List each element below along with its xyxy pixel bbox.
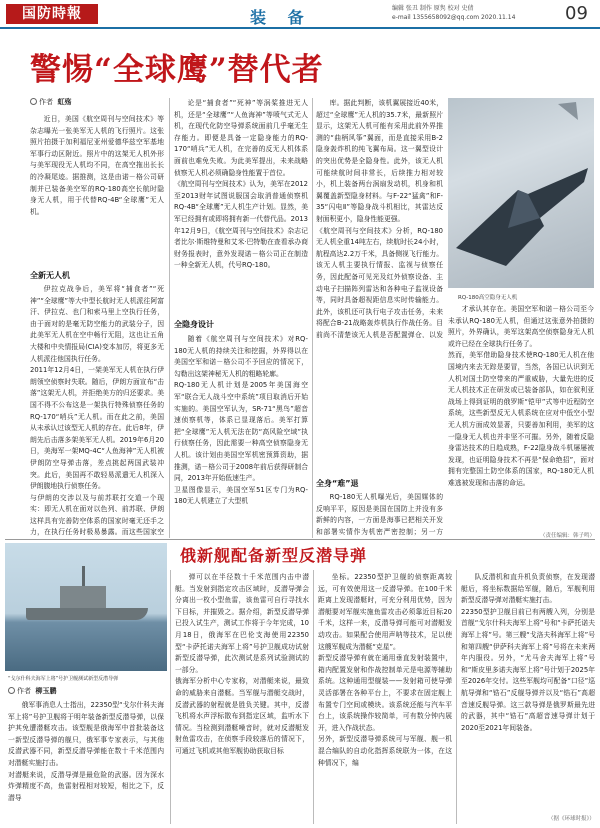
column-divider xyxy=(456,570,457,824)
drone-photo xyxy=(448,98,594,288)
article1-col4: 才承认其存在。美国空军和诺－格公司至今未承认RQ-180无人机，但通过这张意外拍摄的照片，外界确认，美军这架高空侦察隐身无人机或许已经在全球执行任务了。 然而，美军借助隐身技术使RQ-180无人机在他国境内来去无踪是要冒，当然，各国已认识到无人机对国土防空带来的严重威胁，大量先进的反无人机技术正在研发或已装备部队，如在叙利亚战场上得到证明的俄罗斯“铠甲”式等中近程防空系统，这些新型反无人机系统在应对中低空小型无人机方面成效显著，只要善加利用，美军的这一隐身无人机也并非坚不可摧。另外，随着反隐身雷达技术的日趋成熟，F-22隐身战斗机屡屡被发现，也证明隐身技术不再是“保命绝招”，面对拥有完整国土防空体系的国家，RQ-180无人机难逃被发现和击落的命运。 xyxy=(448,305,594,487)
byline-name: 虹殇 xyxy=(57,98,72,106)
article2-col2: 弹可以在半径数十千米范围内击中潜艇。当发射到指定攻击区域时，反潜导弹会分离出一枚小型鱼雷，该鱼雷可自行寻找水下目标，并摧毁之。据介绍，新型反潜导弹已投入试生产，测试工作将于今年完成，10月18日，俄海军在巴伦支海使用22350型“卡萨托诺夫海军上将”号护卫舰成功试射新型反潜导弹，此次测试是系列试验测试的一部分。 俄海军分析中心专家称，对潜艇来说，最致命的威胁来自潜艇。当军舰与潜艇交战时，反潜武器的射程就是胜负关键。其中，反潜飞机将水声浮标散布到指定区域，监听水下情况。当检测到潜艇噪音时，就对反潜艇发射鱼雷攻击，在侦察手段较落后的情况下，可通过飞机或其他军舰协助获取目标 xyxy=(175,573,309,755)
article1-byline xyxy=(30,97,71,107)
article1-col3: 库。据此判断，该机翼展接近40米，超过“全球鹰”无人机的35.7米，最新照片显示，这架无人机可能有采用此前外界推测的“曲柄风筝”翼面，而是直接采用B-2隐身轰炸机的纯飞翼布局。这一翼型设计的突出优势是全隐身性。此外，该无人机可能续航时间非常长，后续推力相对较小，机上装备两台涡扇发动机，机身和机翼覆盖新型隐身材料。与F-22“猛禽”和F-35“闪电Ⅱ”等隐身战斗机相比，其雷达反射面积更小，隐身性能更强。 《航空周刊与空间技术》分析，RQ-180无人机全重14吨左右，续航时长24小时，航程高达2.2万千米，具备侧视飞行能力。该无人机主要执行情报、监视与侦察任务，因此配备可见光及红外侦察设备、主动电子扫描阵列雷达和各种电子监视设备等，同时具备超视距信息实时传输能力。此外，该机还可执行电子攻击任务，未来将配合B-21战略轰炸机执行作战任务。目前尚不清楚该无人机是否配置弹仓，以发 xyxy=(316,99,443,338)
article1-col1-intro: 近日，美国《航空周刊与空间技术》等杂志曝光一张美军无人机的飞行照片。这张照片拍摄于加利福尼亚州爱德华兹空军基地军事行动区附近。照片中的这架无人机外形与美军现役无人机均不同，在高空拖出长长的冷凝尾迹。据推测，这是由诺－格公司研制并已装备美空军的RQ-180高空长航时隐身无人机，用于代替RQ-4B“全球鹰”无人机。 xyxy=(30,115,164,216)
article1-col3-body: RQ-180无人机曝光后，美国媒体的反响平平，原因是美国在国防上并没有多新鲜的内容，一方面是海事已把相关开发和部署实情作为机密严密控制；另一方 xyxy=(316,493,443,536)
editor-line xyxy=(392,4,515,22)
article2-end-note: （据《环球时报》） xyxy=(548,816,595,822)
drone-photo-caption: RQ-180高空隐身无人机 xyxy=(458,295,518,301)
article1-headline: 警惕“全球鹰”替代者 xyxy=(30,52,324,88)
top-rule xyxy=(0,27,600,29)
article1-col2-body: 随着《航空周刊与空间技术》对RQ-180无人机的持续关注和挖掘，外界得以在美国空军和诺－格公司不予回应的情况下，勾勒出这架神秘无人机的粗略轮廓。 RQ-180无人机计划是2005年美国海空军“联合无人战斗空中系统”项目取消后开始实施的。美国空军认为，SR-71“黑鸟”超音速侦察机等，体系已显现落后。美军打算把“全球鹰”无人机无法在防“高风险空域”执行侦察任务，因此需要一种高空侦察隐身无人机。该计划由美国空军机密预算资助，据推测，诺－格公司于2008年前后获得研制合同，2013年开始低速生产。 卫星图像显示，美国空军51区专门为RQ-180无人机建立了大型机 xyxy=(174,335,308,506)
article1-col1-body: 伊拉克战争后，美军将“捕食者”“死神”“全球鹰”等大中型长航时无人机派往阿富汗、伊拉克、也门和索马里上空执行任务，由于面对的是毫无防空能力的武装分子，因此美军无人机在空中畅行无阻，这也让五角大楼和中央情报局(CIA)变本加厉，将更多无人机派往他国执行任务。 2011年12月4日，一架美军无人机在执行伊朗领空侦察时失联。随后，伊朗方面宣布“击落”这架无人机，并拒绝美方的归还要求。美国不得不公布这是一架执行特殊侦察任务的RQ-170“哨兵”无人机。而在此之前，美国从未承认过该型无人机的存在。此后8年，伊朗先后击落多架美军无人机。2019年6月20日，美海军一架MQ-4C“人鱼海神”无人机被伊朗防空导弹击落，差点挑起两国武装冲突。此后，美国再不敢轻易派遣无人机深入伊朗腹地执行侦察任务。 与伊朗的交涉以及与前苏联打交道一个现实：即无人机在面对以色列、前苏联、伊朗这样具有完善防空体系的国家时毫无还手之力，在执行任务时极易暴露。而这些国家空 xyxy=(30,285,164,537)
article1-end-note: （责任编辑：韩子鸣） xyxy=(540,533,596,539)
article2-headline: 俄新舰配备新型反潜导弹 xyxy=(180,546,368,565)
article2-col1: 俄军事消息人士指出，22350型“戈尔什科夫海军上将”号护卫舰将于明年装备新型反潜导弹，以保护其免遭潜艇攻击。该型舰是俄海军中首批装备这一新型反潜导弹的舰只，俄军事专家表示，与其他反潜武器不同，新型反潜导弹能在数十千米范围内对潜艇实施打击。 对潜艇来说，反潜导弹是最危险的武器。因为深水炸弹精度不高，鱼雷射程相对较短，相比之下，反潜导 xyxy=(8,701,164,802)
editor-credits: 编辑 张丑 制作 原隽 校对 史倩 xyxy=(392,5,474,12)
article-divider xyxy=(5,539,595,540)
ship-superstructure-shape xyxy=(60,586,106,610)
page-number: 09 xyxy=(565,3,588,24)
column-divider xyxy=(170,570,171,824)
article2-byline xyxy=(8,686,56,696)
ship-mast-shape xyxy=(82,566,85,588)
column-divider xyxy=(312,98,313,538)
article1-subhead-1: 全新无人机 xyxy=(30,271,70,280)
article1-subhead-2: 全隐身设计 xyxy=(174,320,214,329)
pen-icon xyxy=(8,687,15,694)
pen-icon xyxy=(30,98,37,105)
newspaper-logo: 国防時報 xyxy=(6,4,98,24)
ship-hull-shape xyxy=(26,608,148,620)
section-title: 装 备 xyxy=(250,8,312,27)
byline-label: 作者 xyxy=(17,687,31,695)
article1-subhead-3: 全身“难”退 xyxy=(316,479,359,488)
email-date: e-mail 1355658092@qq.com 2020.11.14 xyxy=(392,14,516,21)
flying-wing-drone-icon xyxy=(448,98,594,288)
article2-col4: 队反潜机和直升机负责侦察，在发现潜艇后，将坐标数据给军舰，随后，军舰利用新型反潜导弹对潜艇实施打击。 22350型护卫舰目前已有两艘入列，分别是首舰“戈尔什科夫海军上将”号和“卡萨托诺夫海军上将”号。第三艘“戈洛夫科海军上将”号和第四艘“伊萨科夫海军上将”号将在未来两年内服役。另外，“尤马舍夫海军上将”号和“斯皮里多诺夫海军上将”号计划于2025年至2026年交付。这些军舰均可配备“口径”巡航导弹和“锆石”反舰导弹并以及“锆石”高超音速反舰导弹。这三款导弹是俄罗斯最先进的武器，其中“锆石”高超音速导弹计划于2020至2021年间装备。 xyxy=(461,573,595,732)
column-divider xyxy=(169,98,170,538)
article2-col3: 坐标。22350型护卫舰的侦察距离较远，可有效使用这一反潜导弹。在100千米距离上发现潜艇时，可充分利用优势，因为潜艇要对军舰实施鱼雷攻击必须靠近目标20千米，这样一来，反潜导弹可能可对潜艇发动攻击。如果配合使用声呐等技术，足以使这艘军舰成为潜艇“克星”。 新型反潜导弹有就在通用垂直发射装置中，箱内配置发射和作战控制单元是电源等辅助系统。这种通用型舰装——发射箱可使导弹灵活部署在各种平台上，不要求在固定舰上布置专门空间或模块。该系统还能与汽车平台上，该系统操作较简单，可有数分钟内展开，进入作战状态。 另外，新型反潜导弹系统可与军舰、舰一机混合编队的自动化指挥系统联为一体，在这种情况下，编 xyxy=(318,573,452,767)
ship-photo-caption: “戈尔什科夫海军上将”号护卫舰测试新型反潜导弹 xyxy=(8,676,119,682)
byline-label: 作者 xyxy=(39,98,53,106)
article1-col2: 论是“捕食者”“死神”等涡桨推进无人机，还是“全球鹰”“人鱼海神”等喷气式无人机，在现代化防空导弹系统面前几乎毫无生存能力。即便是具备一定隐身能力的RQ-170“哨兵”无人机，在完善的反无人机体系面前也难免失败。为此美军提出，未来战略侦察无人机必须确隐身性能置于首位。 《航空周刊与空间技术》认为，美军在2012至2013财年试图说服国会取消普通侦察机RQ-4B“全球鹰”无人机生产计划。显然，美军已经拥有或即将拥有新一代替代品。2013年12月9日，《航空周刊与空间技术》杂志记者比尔·斯维特曼和艾米·巴特勒在查看承办商财务报表时，意外发现诺－格公司正在制造一种全新无人机，代号RQ-180。 xyxy=(174,99,308,270)
byline-name: 柳玉鹏 xyxy=(35,687,57,695)
column-divider xyxy=(313,570,314,824)
